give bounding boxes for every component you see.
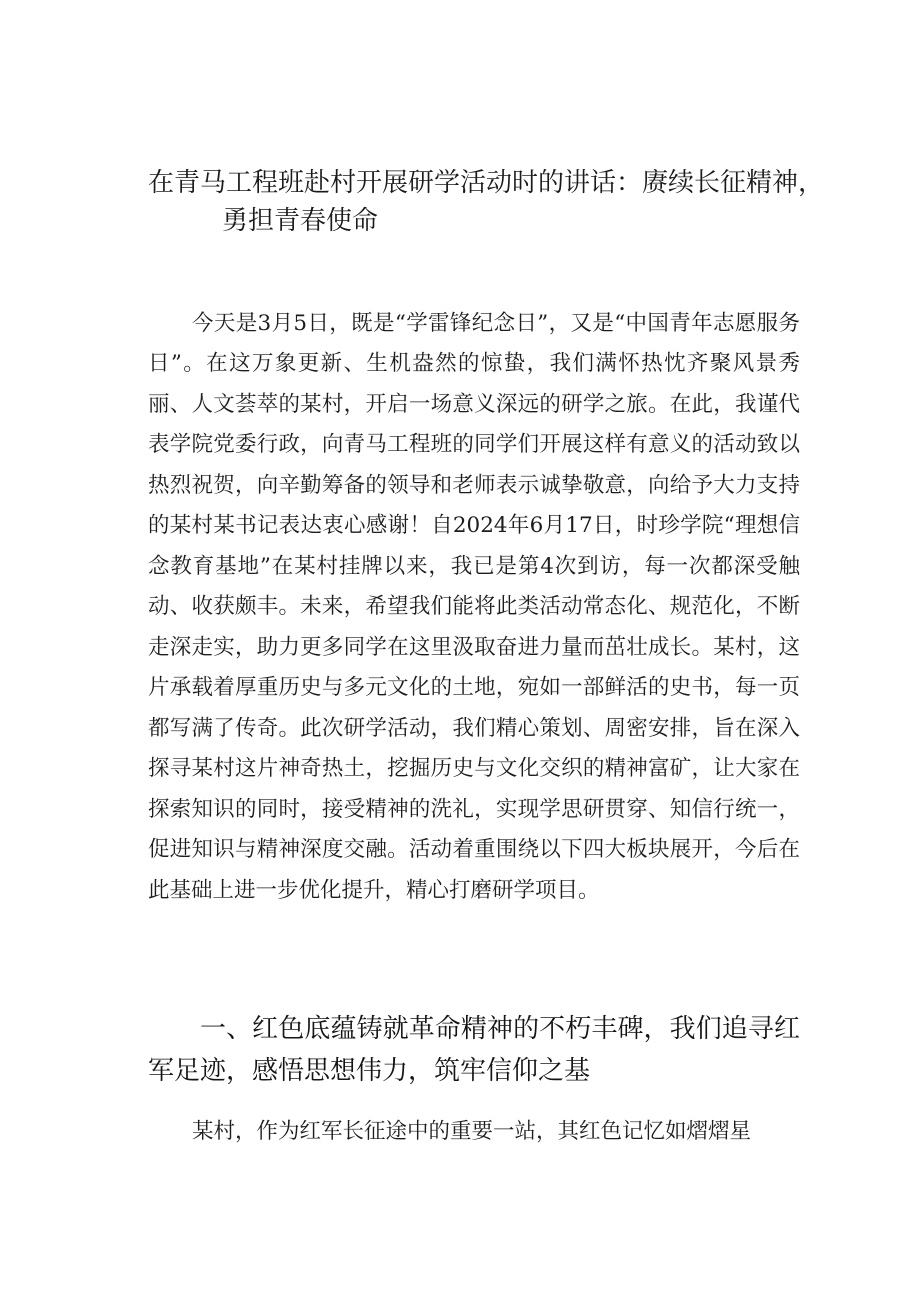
body-paragraph-section-1: 某村，作为红军长征途中的重要一站，其红色记忆如熠熠星 [192,1118,752,1144]
title-line-1: 在青马工程班赴村开展研学活动时的讲话：赓续长征精神， [148,168,825,198]
document-title [148,164,838,240]
section-heading-1: 一、红色底蕴铸就革命精神的不朽丰碑，我们追寻红军足迹，感悟思想伟力，筑牢信仰之基 [148,1014,800,1086]
body-paragraph-intro: 今天是3月5日，既是“学雷锋纪念日”，又是“中国青年志愿服务日”。在这万象更新、生机盎然的惊蛰，我们满怀热忱齐聚风景秀丽、人文荟萃的某村，开启一场意义深远的研学之旅。在此，我谨代表学院党委行政，向青马工程班的同学们开展这样有意义的活动致以热烈祝贺，向辛勤筹备的领导和老师表示诚挚敬意，向给予大力支持的某村某书记表达衷心感谢！自2024年6月17日，时珍学院“理想信念教育基地”在某村挂牌以来，我已是第4次到访，每一次都深受触动、收获颇丰。未来，希望我们能将此类活动常态化、规范化，不断走深走实，助力更多同学在这里汲取奋进力量而茁壮成长。某村，这片承载着厚重历史与多元文化的土地，宛如一部鲜活的史书，每一页都写满了传奇。此次研学活动，我们精心策划、周密安排，旨在深入探寻某村这片神奇热土，挖掘历史与文化交织的精神富矿，让大家在探索知识的同时，接受精神的洗礼，实现学思研贯穿、知信行统一，促进知识与精神深度交融。活动着重围绕以下四大板块展开，今后在此基础上进一步优化提升，精心打磨研学项目。 [148,310,800,903]
title-line-2: 勇担青春使命 [222,206,379,236]
